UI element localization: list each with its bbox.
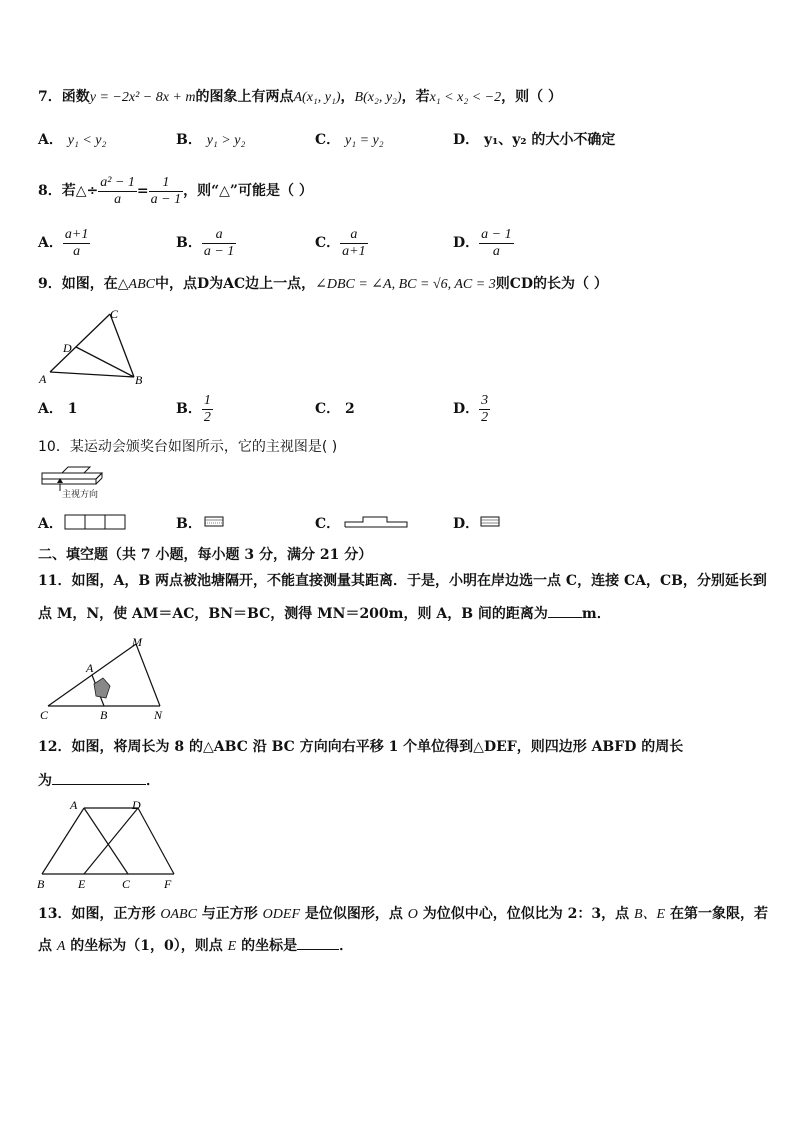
numerator: a: [202, 227, 236, 244]
q9-text: 中，点D为AC边上一点，: [154, 276, 316, 292]
label-b: B: [135, 373, 143, 387]
q7-option-d[interactable]: [453, 131, 615, 149]
label-a: A: [70, 798, 78, 812]
label-b: B: [100, 708, 108, 722]
q9-option-b[interactable]: [176, 390, 213, 428]
label-e: E: [78, 877, 86, 891]
q12-tail: ．: [146, 773, 160, 789]
option-label: A．: [38, 235, 63, 251]
q9-condition: ∠DBC = ∠A, BC = √6, AC = 3: [315, 277, 496, 292]
q7-option-c[interactable]: [315, 131, 384, 150]
label-a: A: [86, 661, 94, 675]
q7-option-b[interactable]: [176, 131, 245, 150]
q9-triangle-figure: [36, 306, 148, 388]
denominator: a: [492, 243, 500, 259]
q12-translation-figure: [34, 796, 184, 892]
q13-square-odef: ODEF: [262, 907, 300, 922]
q7-tail: ，则（ ）: [501, 89, 562, 105]
q13-text: 是位似图形，点: [300, 906, 408, 922]
q13-square-oabc: OABC: [160, 907, 197, 922]
q13-tail: ．: [339, 938, 354, 954]
segment-df: [138, 808, 174, 874]
label-a: A: [39, 372, 47, 386]
q7-point-a: A(x₁, y₁): [293, 90, 341, 105]
option-fraction: [479, 393, 490, 426]
option-label: D．: [453, 235, 480, 251]
q7-condition: x₁ < x₂ < −2: [429, 90, 502, 105]
option-text: y₁ = y₂: [345, 133, 384, 148]
q12-line-1: 12．如图，将周长为 8 的△ABC 沿 BC 方向向右平移 1 个单位得到△DEF，则四边形 ABFD 的周长: [38, 739, 684, 755]
q7-point-b: B(x₂, y₂): [354, 90, 402, 105]
numerator: a+1: [64, 226, 89, 242]
podium-side: [96, 473, 102, 479]
option-label: B．: [176, 235, 202, 251]
q11-text: 点 M，N，使 AM＝AC，BN＝BC，测得 MN＝200m，则 A，B 间的距离为: [38, 606, 548, 622]
side-cb: [110, 314, 134, 377]
option-fraction: [202, 393, 213, 426]
option-fraction: [202, 227, 236, 260]
q12-text: 为: [38, 773, 52, 789]
q13-text: 的坐标为（1，0），则点: [65, 938, 228, 954]
q13-point-a: A: [56, 939, 66, 954]
q13-line-2: [38, 935, 353, 956]
q11-pond-figure: [36, 634, 176, 724]
option-label: B．: [176, 132, 202, 148]
q8-equals: =: [136, 183, 149, 199]
q10-option-b-figure: [204, 516, 224, 527]
q9-option-c[interactable]: [315, 400, 355, 418]
q7-option-a[interactable]: [38, 131, 106, 150]
denominator: 2: [481, 409, 489, 425]
label-f: F: [164, 877, 172, 891]
q12-line-2: [38, 770, 160, 790]
option-text: y₁ > y₂: [206, 133, 246, 148]
q10-option-d-figure: [480, 516, 500, 527]
view-outline: [205, 517, 223, 526]
q13-text: 点: [38, 938, 57, 954]
denominator: a − 1: [203, 243, 235, 259]
side-ac: [50, 314, 110, 372]
label-c: C: [40, 708, 49, 722]
option-fraction: [479, 227, 513, 260]
option-text: y₁ < y₂: [67, 133, 107, 148]
q8-stem: [38, 172, 313, 210]
q11-line-1: 11．如图，A，B 两点被池塘隔开，不能直接测量其距离．于是，小明在岸边选一点 C，连接 CA，CB，分别延长到: [38, 573, 767, 589]
q10-option-a-figure: [64, 514, 126, 530]
q8-tail: ，则“△”可能是（ ）: [183, 183, 313, 199]
q10-stem: 10．某运动会颁奖台如图所示，它的主视图是( ): [38, 439, 338, 455]
q8-option-b[interactable]: [176, 224, 236, 262]
q13-line-1: [38, 905, 768, 924]
numerator: 1: [149, 175, 183, 192]
denominator: a+1: [342, 243, 366, 259]
numerator: a: [340, 227, 367, 244]
numerator: 1: [203, 392, 211, 408]
option-label: C．: [315, 401, 341, 417]
q10-option-a[interactable]: [38, 515, 63, 533]
q9-option-a[interactable]: [38, 400, 78, 418]
view-outline: [345, 517, 407, 527]
q8-fraction-1: [98, 175, 137, 208]
q8-option-a[interactable]: [38, 224, 90, 262]
podium-front: [42, 479, 96, 484]
option-label: A．: [38, 516, 63, 532]
q13-answer-blank[interactable]: [297, 935, 339, 950]
numerator: a − 1: [481, 226, 512, 242]
q11-unit: m．: [581, 606, 611, 622]
denominator: a: [114, 191, 122, 207]
label-n: N: [154, 708, 163, 722]
q13-point-o: O: [407, 907, 418, 922]
q10-option-c-figure: [343, 513, 409, 529]
line-mn: [136, 644, 160, 706]
option-text: 2: [345, 401, 355, 417]
denominator: a − 1: [150, 191, 182, 207]
segment-db: [76, 347, 134, 377]
q9-triangle: ABC: [128, 277, 155, 292]
q13-text: 与正方形: [196, 906, 263, 922]
option-text: y₁、y₂ 的大小不确定: [484, 132, 616, 148]
q12-answer-blank[interactable]: [52, 770, 146, 785]
q7-sep: ，: [340, 89, 355, 105]
q13-text: 为位似中心，位似比为 2：3，点: [417, 906, 634, 922]
option-text: 1: [67, 401, 78, 417]
segment-de: [84, 808, 138, 874]
option-label: C．: [315, 516, 341, 532]
option-label: B．: [176, 516, 202, 532]
option-label: D．: [453, 516, 480, 532]
q7-number: 7．函数: [38, 89, 90, 105]
q8-option-d[interactable]: [453, 224, 514, 262]
option-fraction: [63, 227, 90, 260]
q10-option-c[interactable]: [315, 515, 340, 533]
q13-point-e: E: [227, 939, 237, 954]
option-label: D．: [453, 401, 480, 417]
numerator: a² − 1: [100, 174, 135, 190]
denominator: 2: [203, 409, 211, 425]
q11-answer-blank[interactable]: [548, 603, 582, 618]
segment-ab: [42, 808, 84, 874]
label-b: B: [37, 877, 45, 891]
q7-stem: [38, 88, 562, 107]
option-label: B．: [176, 401, 202, 417]
q9-stem: [38, 275, 608, 294]
pond-shape: [94, 678, 110, 698]
q13-text: 的坐标是: [236, 938, 298, 954]
q9-tail: 则CD的长为（ ）: [495, 276, 608, 292]
q8-option-c[interactable]: [315, 224, 368, 262]
q8-fraction-2: [149, 175, 183, 208]
podium-side: [96, 478, 102, 484]
q10-option-d[interactable]: [453, 515, 479, 533]
label-d: D: [63, 341, 72, 355]
side-ab: [50, 372, 134, 377]
label-c: C: [122, 877, 131, 891]
q13-text: 在第一象限，若: [665, 906, 768, 922]
option-label: D．: [453, 132, 480, 148]
view-outline: [65, 515, 125, 529]
option-label: C．: [315, 235, 341, 251]
label-d: D: [132, 798, 141, 812]
q7-cond-pre: ，若: [401, 89, 430, 105]
q13-points-be: B、E: [633, 907, 666, 922]
option-label: A．: [38, 132, 63, 148]
section-heading: 二、填空题（共 7 小题，每小题 3 分，满分 21 分）: [38, 547, 373, 563]
option-label: A．: [38, 401, 63, 417]
label-c: C: [110, 307, 119, 321]
option-label: C．: [315, 132, 341, 148]
view-outline: [481, 517, 499, 526]
q10-view-direction-caption: 主视方向: [62, 490, 99, 500]
q9-option-d[interactable]: [453, 390, 490, 428]
q7-function: y = −2x² − 8x + m: [89, 90, 196, 105]
q11-line-2: [38, 603, 611, 623]
q10-option-b[interactable]: [176, 515, 202, 533]
numerator: 3: [481, 392, 489, 408]
q9-number: 9．如图，在△: [38, 276, 129, 292]
denominator: a: [73, 243, 81, 259]
label-m: M: [132, 635, 142, 649]
q13-text: 13．如图，正方形: [38, 906, 161, 922]
q8-number: 8．若△÷: [38, 183, 99, 199]
q7-text: 的图象上有两点: [195, 89, 294, 105]
segment-ac: [84, 808, 128, 874]
option-fraction: [340, 227, 367, 260]
